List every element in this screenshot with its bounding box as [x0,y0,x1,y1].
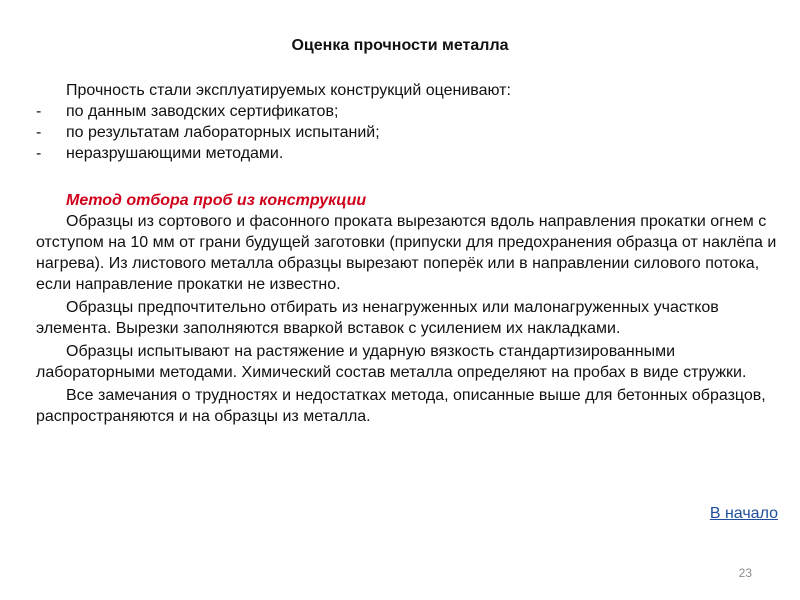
method-list [36,101,780,164]
list-item-text: по данным заводских сертификатов; [66,103,339,120]
body-paragraph: Образцы предпочтительно отбирать из ненагруженных или малонагруженных участков элемента. Вырезки заполняются вваркой вставок с усилением их накладками. [36,299,719,337]
body-paragraph: Образцы из сортового и фасонного проката вырезаются вдоль направления прокатки огнем с отступом на 10 мм от грани будущей заготовки (припуски для предохранения образца от наклёпа и нагрева). Из листового металла образцы вырезают поперёк или в направлении силового потока, если направление прокатки не известно. [36,213,777,293]
intro-paragraph: Прочность стали эксплуатируемых конструкций оценивают: [66,82,511,99]
list-item-text: по результатам лабораторных испытаний; [66,124,380,141]
dash-marker: - [36,124,42,141]
slide-title: Оценка прочности металла [291,37,509,54]
list-item [36,143,780,164]
dash-marker: - [36,103,42,120]
slide-body [36,80,780,427]
list-item [36,101,780,122]
spacer [36,164,780,190]
dash-marker: - [36,145,42,162]
list-item-text: неразрушающими методами. [66,145,284,162]
body-paragraph: Образцы испытывают на растяжение и ударную вязкость стандартизированными лабораторными методами. Химический состав металла определяют на пробах в виде стружки. [36,343,747,381]
body-paragraph: Все замечания о трудностях и недостатках метода, описанные выше для бетонных образцов, распространяются и на образцы из металла. [36,387,766,425]
section-heading: Метод отбора проб из конструкции [66,192,367,209]
list-item [36,122,780,143]
back-to-start-link[interactable]: В начало [709,505,778,522]
page-number: 23 [738,566,752,580]
